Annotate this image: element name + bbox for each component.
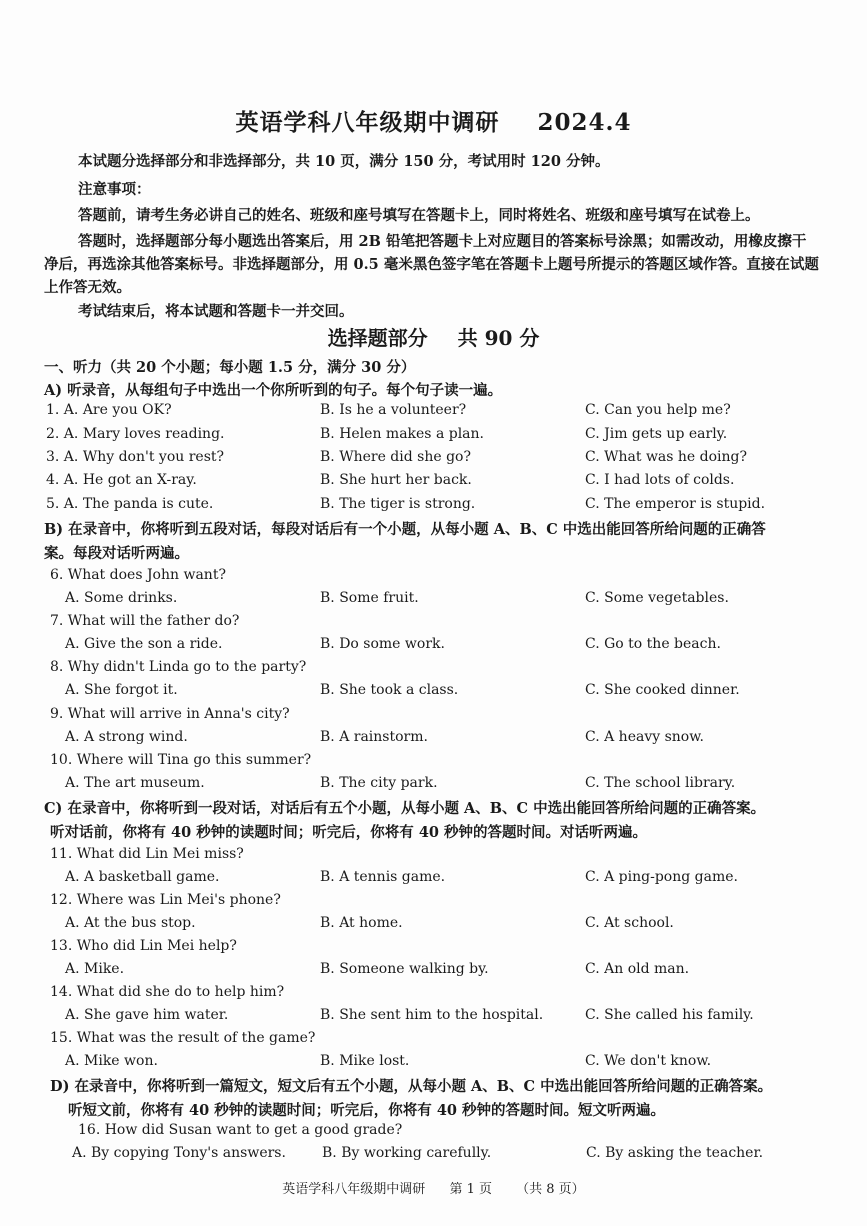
- option-a: A. The art museum.: [65, 775, 205, 791]
- question-text: 10. Where will Tina go this summer?: [50, 752, 312, 768]
- part1-heading: 一、听力（共 20 个小题；每小题 1.5 分，满分 30 分）: [44, 359, 416, 376]
- option-c: C. Can you help me?: [585, 402, 731, 418]
- question-text: 8. Why didn't Linda go to the party?: [50, 659, 307, 675]
- question-stem: [0, 1030, 867, 1052]
- question-stem: [0, 706, 867, 728]
- option-a: 2. A. Mary loves reading.: [46, 426, 225, 442]
- option-b: B. Helen makes a plan.: [320, 426, 484, 442]
- option-b: B. By working carefully.: [322, 1145, 492, 1161]
- part-c-instructions-cont: 听对话前，你将有 40 秒钟的读题时间；听完后，你将有 40 秒钟的答题时间。对话听两遍。: [50, 824, 648, 841]
- option-a: 5. A. The panda is cute.: [46, 496, 214, 512]
- option-b: B. At home.: [320, 915, 403, 931]
- footer-subject: 英语学科八年级期中调研: [282, 1182, 426, 1197]
- question-options: [0, 961, 867, 983]
- question-options: [0, 915, 867, 937]
- option-b: B. Mike lost.: [320, 1053, 410, 1069]
- question-options: [0, 636, 867, 658]
- question-options: [0, 1053, 867, 1075]
- question-options: [0, 729, 867, 751]
- option-a: 4. A. He got an X-ray.: [46, 472, 197, 488]
- question-stem: [0, 984, 867, 1006]
- option-c: C. A ping-pong game.: [585, 869, 738, 885]
- question-options: [0, 590, 867, 612]
- part-d-instructions-cont: 听短文前，你将有 40 秒钟的读题时间；听完后，你将有 40 秒钟的答题时间。短文听两遍。: [68, 1102, 666, 1119]
- question-stem: [0, 567, 867, 589]
- question-row: [0, 472, 867, 494]
- question-text: 14. What did she do to help him?: [50, 984, 285, 1000]
- option-a: A. Give the son a ride.: [65, 636, 223, 652]
- question-text: 13. Who did Lin Mei help?: [50, 938, 237, 954]
- question-text: 15. What was the result of the game?: [50, 1030, 316, 1046]
- part-d-instructions: D) 在录音中，你将听到一篇短文，短文后有五个小题，从每小题 A、B、C 中选出能回答所给问题的正确答案。: [50, 1078, 773, 1095]
- option-b: B. Is he a volunteer?: [320, 402, 467, 418]
- option-b: B. The city park.: [320, 775, 438, 791]
- option-c: C. We don't know.: [585, 1053, 712, 1069]
- option-c: C. A heavy snow.: [585, 729, 704, 745]
- option-a: A. At the bus stop.: [65, 915, 196, 931]
- part-c-instructions: C) 在录音中，你将听到一段对话，对话后有五个小题，从每小题 A、B、C 中选出能回答所给问题的正确答案。: [44, 800, 766, 817]
- intro-paragraph-2: 答题时，选择题部分每小题选出答案后，用 2B 铅笔把答题卡上对应题目的答案标号涂黑；如需改动，用橡皮擦干净后，再选涂其他答案标号。非选择题部分，用 0.5 毫米黑色签字笔在答题卡上题号所提示的答题区域作答。直接在试题上作答无效。: [44, 233, 819, 296]
- option-c: C. What was he doing?: [585, 449, 748, 465]
- intro-paragraph-1: 答题前，请考生务必讲自己的姓名、班级和座号填写在答题卡上，同时将姓名、班级和座号填写在试卷上。: [78, 207, 760, 224]
- option-c: C. At school.: [585, 915, 674, 931]
- footer-page-number: 第 1 页: [449, 1182, 492, 1197]
- notice-heading: 注意事项：: [78, 181, 151, 198]
- question-stem: [0, 659, 867, 681]
- option-c: C. I had lots of colds.: [585, 472, 735, 488]
- question-stem: [0, 752, 867, 774]
- part-a-instructions: A) 听录音，从每组句子中选出一个你所听到的句子。每个句子读一遍。: [44, 382, 503, 399]
- footer-total-pages: （共 8 页）: [516, 1182, 585, 1197]
- option-c: C. Some vegetables.: [585, 590, 729, 606]
- part-b-instructions: B) 在录音中，你将听到五段对话，每段对话后有一个小题，从每小题 A、B、C 中选出能回答所给问题的正确答: [44, 521, 766, 538]
- option-b: B. The tiger is strong.: [320, 496, 476, 512]
- question-text: 12. Where was Lin Mei's phone?: [50, 892, 281, 908]
- question-options: [0, 682, 867, 704]
- section-points: 共 90 分: [457, 326, 540, 350]
- option-c: C. She called his family.: [585, 1007, 754, 1023]
- option-a: A. She gave him water.: [65, 1007, 229, 1023]
- question-row: [0, 426, 867, 448]
- question-text: 6. What does John want?: [50, 567, 226, 583]
- option-b: B. Where did she go?: [320, 449, 471, 465]
- question-row: [0, 402, 867, 424]
- option-c: C. The emperor is stupid.: [585, 496, 766, 512]
- option-a: 1. A. Are you OK?: [46, 402, 172, 418]
- option-c: C. Jim gets up early.: [585, 426, 728, 442]
- question-stem: [0, 846, 867, 868]
- question-row: [0, 496, 867, 518]
- intro-line: 本试题分选择部分和非选择部分，共 10 页，满分 150 分，考试用时 120 分钟。: [78, 153, 610, 170]
- option-c: C. Go to the beach.: [585, 636, 721, 652]
- question-text: 9. What will arrive in Anna's city?: [50, 706, 290, 722]
- question-row: [0, 449, 867, 471]
- page-footer: [0, 1178, 867, 1197]
- option-c: C. By asking the teacher.: [586, 1145, 764, 1161]
- option-c: C. An old man.: [585, 961, 690, 977]
- title-year: 2024.4: [537, 109, 632, 136]
- option-a: A. She forgot it.: [65, 682, 178, 698]
- option-a: A. Some drinks.: [65, 590, 178, 606]
- option-b: B. Some fruit.: [320, 590, 419, 606]
- option-b: B. She hurt her back.: [320, 472, 472, 488]
- option-a: A. Mike won.: [65, 1053, 158, 1069]
- question-options: [0, 1007, 867, 1029]
- option-b: B. A tennis game.: [320, 869, 446, 885]
- question-stem: [0, 613, 867, 635]
- option-a: 3. A. Why don't you rest?: [46, 449, 225, 465]
- title-text: 英语学科八年级期中调研: [235, 109, 500, 136]
- option-a: A. A strong wind.: [65, 729, 188, 745]
- option-a: A. By copying Tony's answers.: [72, 1145, 286, 1161]
- question-text: 11. What did Lin Mei miss?: [50, 846, 244, 862]
- section-title-text: 选择题部分: [327, 326, 428, 350]
- option-a: A. A basketball game.: [65, 869, 220, 885]
- option-a: A. Mike.: [65, 961, 125, 977]
- question-stem: [0, 938, 867, 960]
- question-options: [0, 775, 867, 797]
- question-text: 7. What will the father do?: [50, 613, 240, 629]
- question-options: [0, 869, 867, 891]
- option-c: C. The school library.: [585, 775, 736, 791]
- option-b: B. A rainstorm.: [320, 729, 428, 745]
- question-stem: [0, 1122, 867, 1144]
- question-text: 16. How did Susan want to get a good grade?: [78, 1122, 403, 1138]
- section-title: [0, 322, 867, 351]
- question-stem: [0, 892, 867, 914]
- page-title: [0, 104, 867, 137]
- option-b: B. Do some work.: [320, 636, 445, 652]
- question-options: [0, 1145, 867, 1167]
- intro-paragraph-3: 考试结束后，将本试题和答题卡一并交回。: [78, 303, 354, 320]
- part-b-instructions-cont: 案。每段对话听两遍。: [44, 545, 189, 562]
- option-b: B. She sent him to the hospital.: [320, 1007, 544, 1023]
- option-b: B. She took a class.: [320, 682, 459, 698]
- option-c: C. She cooked dinner.: [585, 682, 740, 698]
- option-b: B. Someone walking by.: [320, 961, 489, 977]
